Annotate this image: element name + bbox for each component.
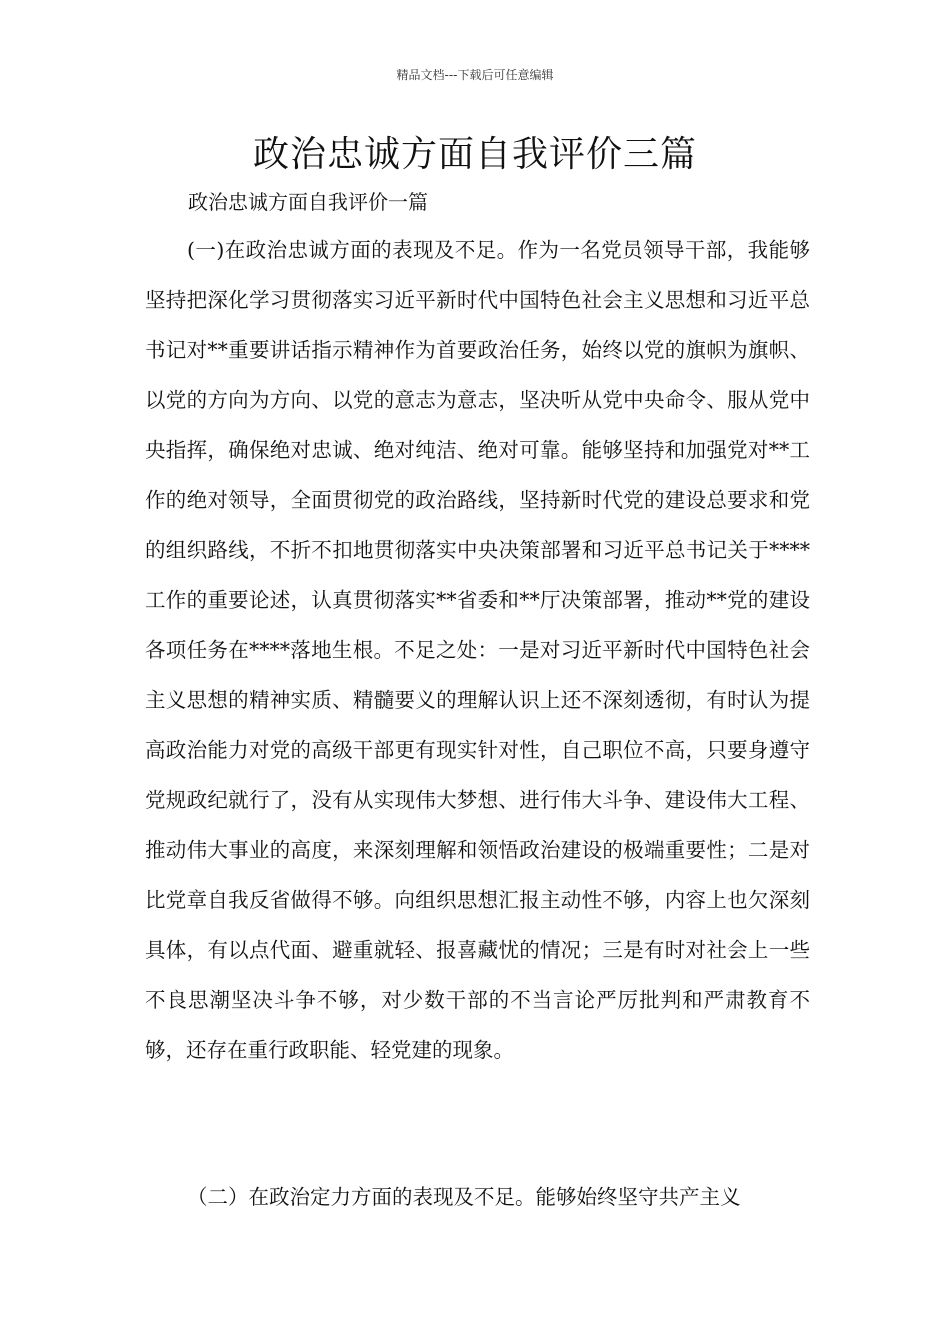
document-title: 政治忠诚方面自我评价三篇 [252,134,697,175]
paragraph-1: (一)在政治忠诚方面的表现及不足。作为一名党员领导干部，我能够坚持把深化学习贯彻落实习近平新时代中国特色社会主义思想和习近平总书记对**重要讲话指示精神作为首要政治任务，始终以党的旗帜为旗帜、以党的方向为方向、以党的意志为意志，坚决听从党中央命令、服从党中央指挥，确保绝对忠诚、绝对纯洁、绝对可靠。能够坚持和加强党对**工作的绝对领导，全面贯彻党的政治路线，坚持新时代党的建设总要求和党的组织路线，不折不扣地贯彻落实中央决策部署和习近平总书记关于****工作的重要论述，认真贯彻落实**省委和**厅决策部署，推动**党的建设各项任务在****落地生根。不足之处：一是对习近平新时代中国特色社会主义思想的精神实质、精髓要义的理解认识上还不深刻透彻，有时认为提高政治能力对党的高级干部更有现实针对性，自己职位不高，只要身遵守党规政纪就行了，没有从实现伟大梦想、进行伟大斗争、建设伟大工程、推动伟大事业的高度，来深刻理解和领悟政治建设的极端重要性；二是对比党章自我反省做得不够。向组织思想汇报主动性不够，内容上也欠深刻具体，有以点代面、避重就轻、报喜藏忧的情况；三是有时对社会上一些不良思潮坚决斗争不够，对少数干部的不当言论严厉批判和严肃教育不够，还存在重行政职能、轻党建的现象。 [145,238,810,1062]
header-note: 精品文档---下载后可任意编辑 [396,68,554,82]
document-subtitle: 政治忠诚方面自我评价一篇 [188,190,428,214]
paragraph-2: （二）在政治定力方面的表现及不足。能够始终坚守共产主义 [187,1185,741,1209]
